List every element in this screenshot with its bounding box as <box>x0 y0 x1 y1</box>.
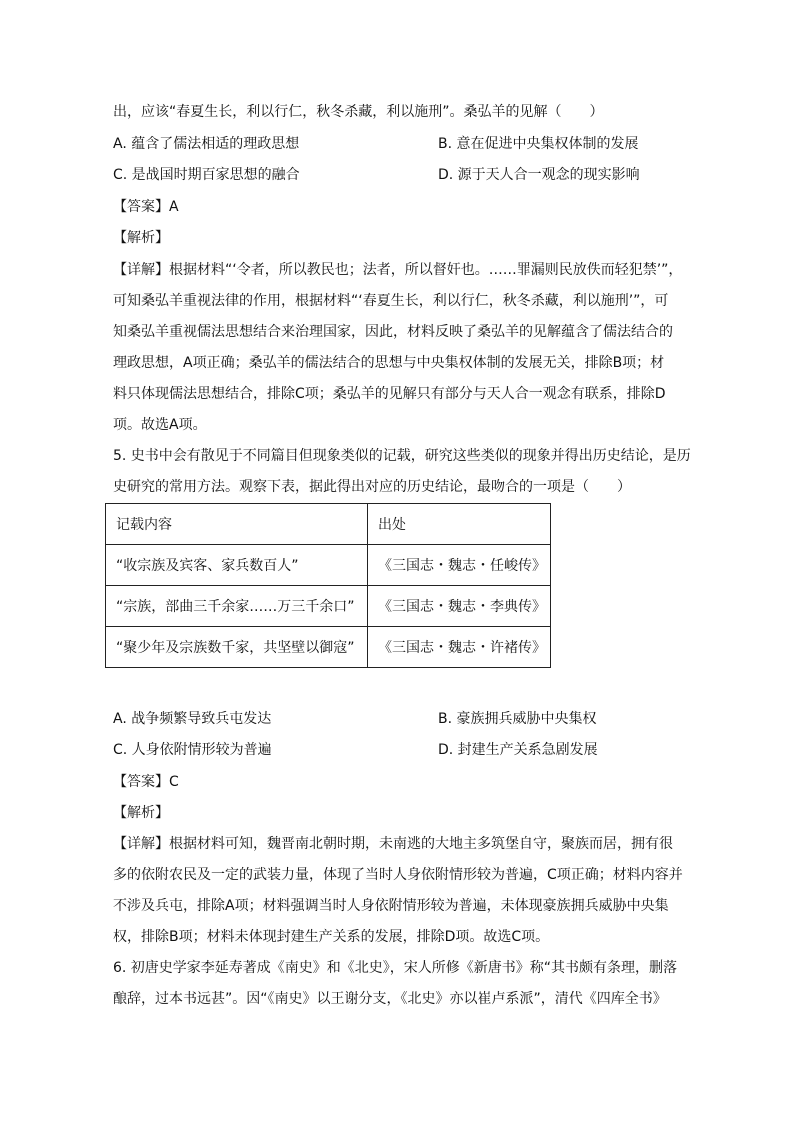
table-cell: “聚少年及宗族数千家，共坚壁以御寇” <box>106 627 368 668</box>
q4-answer: 【答案】A <box>113 199 179 215</box>
q5-option-b: B. 豪族拥兵威胁中央集权 <box>438 711 597 727</box>
table-row <box>106 586 551 627</box>
q5-detail-line: 权，排除B项；材料未体现封建生产关系的发展，排除D项。故选C项。 <box>113 929 550 945</box>
q5-stem-line: 5. 史书中会有散见于不同篇目但现象类似的记载，研究这些类似的现象并得出历史结论，是历 <box>113 448 691 464</box>
q4-detail-line: 料只体现儒法思想结合，排除C项；桑弘羊的见解只有部分与天人合一观念有联系，排除D <box>113 386 666 402</box>
table-header-cell: 记载内容 <box>106 504 368 545</box>
q4-detail-line: 知桑弘羊重视儒法思想结合来治理国家，因此，材料反映了桑弘羊的见解蕴含了儒法结合的 <box>113 324 673 340</box>
q4-option-d: D. 源于天人合一观念的现实影响 <box>438 167 640 183</box>
table-cell: 《三国志・魏志・任峻传》 <box>368 545 551 586</box>
q5-option-c: C. 人身依附情形较为普遍 <box>113 742 272 758</box>
q5-stem-line: 史研究的常用方法。观察下表，据此得出对应的历史结论，最吻合的一项是（ ） <box>113 479 631 495</box>
table-cell: 《三国志・魏志・李典传》 <box>368 586 551 627</box>
q5-detail-line: 【详解】根据材料可知，魏晋南北朝时期，未南逃的大地主多筑堡自守，聚族而居，拥有很 <box>113 836 673 852</box>
q5-detail-line: 不涉及兵屯，排除A项；材料强调当时人身依附情形较为普遍，未体现豪族拥兵威胁中央集 <box>113 898 669 914</box>
q6-stem-line: 酿辞，过本书远甚”。因“《南史》以王谢分支，《北史》亦以崔卢系派”，清代《四库全书》 <box>113 991 667 1007</box>
q4-option-c: C. 是战国时期百家思想的融合 <box>113 167 300 183</box>
table-cell: 《三国志・魏志・许褚传》 <box>368 627 551 668</box>
table-row <box>106 545 551 586</box>
q4-analysis-label: 【解析】 <box>113 230 169 246</box>
q4-stem-line: 出，应该“春夏生长，利以行仁，秋冬杀藏，利以施刑”。桑弘羊的见解（ ） <box>113 104 604 120</box>
table-cell: “宗族，部曲三千余家……万三千余口” <box>106 586 368 627</box>
table-cell: “收宗族及宾客、家兵数百人” <box>106 545 368 586</box>
q4-detail-line: 【详解】根据材料“‘令者，所以教民也；法者，所以督奸也。……罪漏则民放佚而轻犯禁’”， <box>113 262 683 278</box>
q4-detail-line: 可知桑弘羊重视法律的作用，根据材料“‘春夏生长，利以行仁，秋冬杀藏，利以施刑’”，可 <box>113 293 669 309</box>
table-header-row <box>106 504 551 545</box>
table-row <box>106 627 551 668</box>
q6-stem-line: 6. 初唐史学家李延寿著成《南史》和《北史》，宋人所修《新唐书》称“其书颇有条理，删落 <box>113 960 678 976</box>
q5-record-table <box>105 503 551 668</box>
q5-option-a: A. 战争频繁导致兵屯发达 <box>113 711 272 727</box>
q5-detail-line: 多的依附农民及一定的武装力量，体现了当时人身依附情形较为普遍，C项正确；材料内容并 <box>113 867 683 883</box>
q4-detail-line: 项。故选A项。 <box>113 417 207 433</box>
table-header-cell: 出处 <box>368 504 551 545</box>
q5-option-d: D. 封建生产关系急剧发展 <box>438 742 598 758</box>
q5-answer: 【答案】C <box>113 774 179 790</box>
q4-detail-line: 理政思想，A项正确；桑弘羊的儒法结合的思想与中央集权体制的发展无关，排除B项；材 <box>113 355 665 371</box>
q4-option-b: B. 意在促进中央集权体制的发展 <box>438 136 639 152</box>
q4-option-a: A. 蕴含了儒法相适的理政思想 <box>113 136 300 152</box>
q5-analysis-label: 【解析】 <box>113 805 169 821</box>
